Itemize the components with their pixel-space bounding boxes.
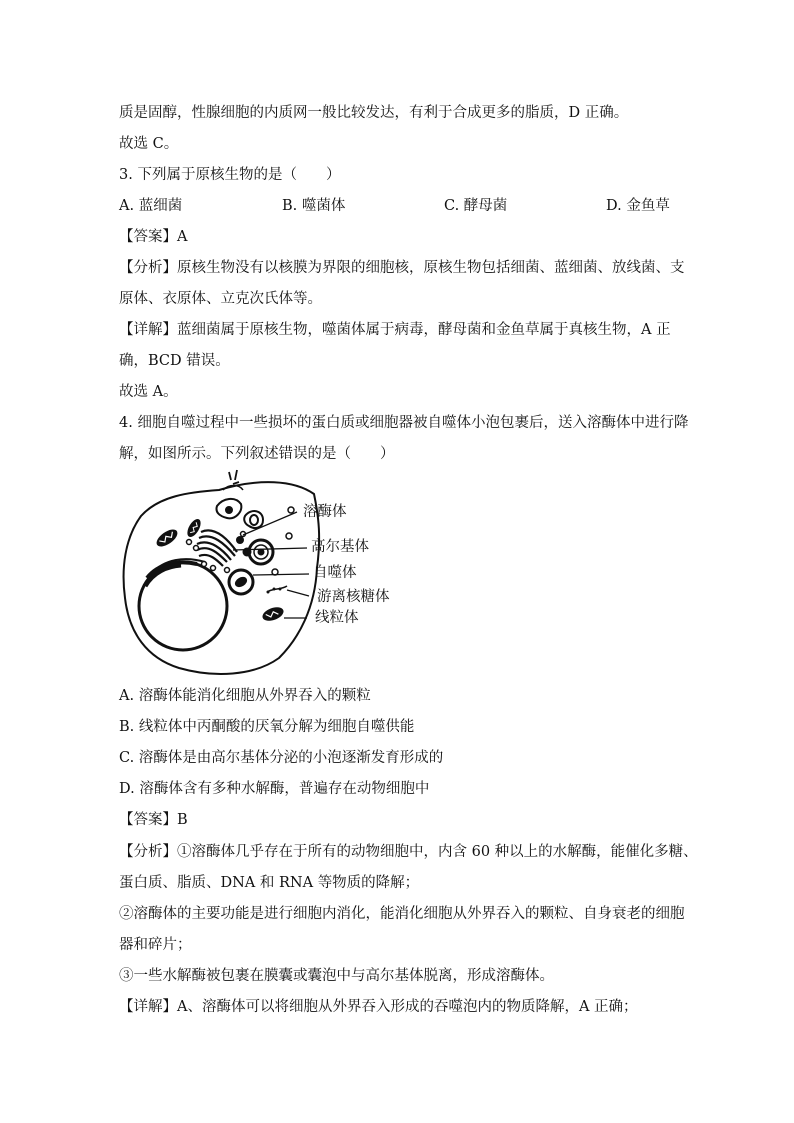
lysosome: [236, 536, 244, 544]
q4-option-b: B. 线粒体中丙酮酸的厌氧分解为细胞自噬供能: [119, 719, 415, 735]
q3-detail: 确，BCD 错误。: [119, 353, 230, 369]
label-lysosome: 溶酶体: [303, 504, 347, 520]
mitochondrion: [154, 526, 181, 550]
q4-analysis: 器和碎片；: [119, 937, 192, 953]
q4-option-d: D. 溶酶体含有多种水解酶，普遍存在动物细胞中: [119, 781, 430, 797]
q4-analysis: 【分析】①溶酶体几乎存在于所有的动物细胞中，内含 60 种以上的水解酶，能催化多糖、: [119, 844, 698, 860]
label-autophagosome: 自噬体: [313, 565, 357, 581]
q3-option-d: D. 金鱼草: [606, 198, 670, 214]
q4-option-c: C. 溶酶体是由高尔基体分泌的小泡逐渐发育形成的: [119, 750, 444, 766]
q3-option-c: C. 酵母菌: [444, 198, 508, 214]
cell-autophagy-diagram: [119, 468, 399, 680]
q3-analysis: 原体、衣原体、立克次氏体等。: [119, 291, 322, 307]
q3-option-a: A. 蓝细菌: [119, 198, 183, 214]
q3-option-b: B. 噬菌体: [282, 198, 346, 214]
text-line: 故选 A。: [119, 384, 178, 400]
q4-answer: 【答案】B: [119, 812, 188, 828]
label-golgi: 高尔基体: [311, 539, 369, 555]
q3-answer: 【答案】A: [119, 229, 188, 245]
text-line: 故选 C。: [119, 136, 179, 152]
label-free-ribosome: 游离核糖体: [317, 589, 390, 605]
autophagosome: [229, 570, 253, 594]
question-3: 3. 下列属于原核生物的是（ ）: [119, 167, 341, 183]
question-4: 4. 细胞自噬过程中一些损坏的蛋白质或细胞器被自噬体小泡包裹后，送入溶酶体中进行降: [119, 415, 689, 431]
q3-detail: 【详解】蓝细菌属于原核生物，噬菌体属于病毒，酵母菌和金鱼草属于真核生物，A 正: [119, 322, 671, 338]
q3-analysis: 【分析】原核生物没有以核膜为界限的细胞核，原核生物包括细菌、蓝细菌、放线菌、支: [119, 260, 685, 276]
question-4: 解，如图所示。下列叙述错误的是（ ）: [119, 446, 395, 462]
text-line: 质是固醇，性腺细胞的内质网一般比较发达，有利于合成更多的脂质，D 正确。: [119, 105, 629, 121]
pointer-autophagosome: [253, 574, 309, 575]
q4-analysis: ②溶酶体的主要功能是进行细胞内消化，能消化细胞从外界吞入的颗粒、自身衰老的细胞: [119, 906, 685, 922]
q4-option-a: A. 溶酶体能消化细胞从外界吞入的颗粒: [119, 688, 371, 704]
mitochondrion: [185, 517, 204, 539]
q4-detail: 【详解】A、溶酶体可以将细胞从外界吞入形成的吞噬泡内的物质降解，A 正确；: [119, 999, 638, 1015]
mitochondrion: [261, 605, 286, 624]
label-mitochondrion: 线粒体: [315, 610, 359, 626]
autophagosome: [249, 540, 273, 564]
pointer-ribosome: [287, 590, 309, 596]
q4-analysis: ③一些水解酶被包裹在膜囊或囊泡中与高尔基体脱离，形成溶酶体。: [119, 968, 554, 984]
free-ribosome: [267, 586, 287, 592]
q4-analysis: 蛋白质、脂质、DNA 和 RNA 等物质的降解；: [119, 875, 420, 891]
